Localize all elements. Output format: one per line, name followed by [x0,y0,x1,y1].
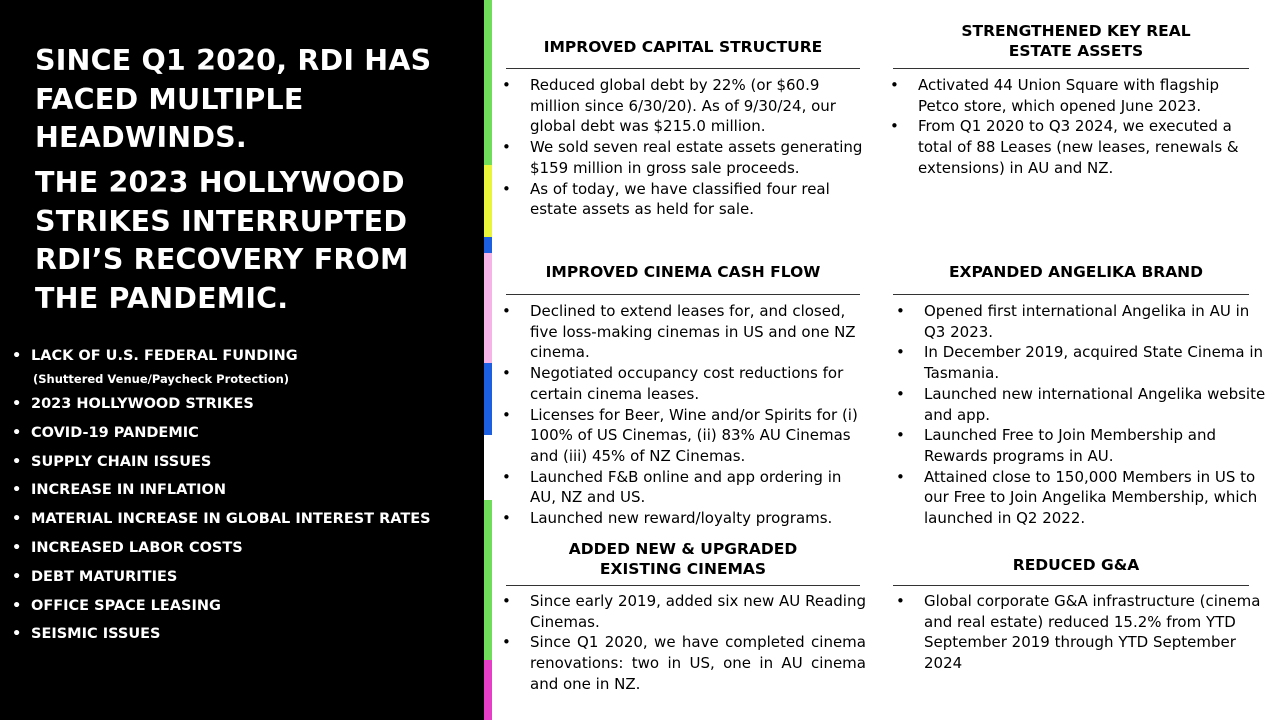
stripe-segment [484,0,492,165]
stripe-segment [484,363,492,435]
bullet-item: • Attained close to 150,000 Members in US to our Free to Join Angelika Membership, which launched in Q2 2022. [894,467,1266,529]
stripe-segment [484,500,492,660]
section-divider [506,585,860,586]
bullet-icon: • [12,425,22,441]
bullet-item: • Licenses for Beer, Wine and/or Spirits for (i) 100% of US Cinemas, (ii) 83% AU Cinemas and (iii) 45% of NZ Cinemas. [500,405,870,467]
headline-headwinds: SINCE Q1 2020, RDI HAS FACED MULTIPLE HEADWINDS. [35,44,432,154]
ga-bullets [894,591,1268,674]
section-title-cinema-cash: IMPROVED CINEMA CASH FLOW [545,263,821,281]
section-divider [893,294,1249,295]
section-title-ga: REDUCED G&A [1012,556,1140,574]
section-divider [506,294,860,295]
bullet-icon: • [12,511,22,527]
angelika-bullets [894,301,1266,529]
color-stripe [484,0,492,720]
section-title-new-cinemas: ADDED NEW & UPGRADED EXISTING CINEMAS [568,540,798,578]
bullet-item: • Since early 2019, added six new AU Reading Cinemas. [500,591,866,632]
section-divider [506,68,860,69]
bullet-item: • Declined to extend leases for, and closed, five loss-making cinemas in US and one NZ cinema. [500,301,870,363]
stripe-segment [484,165,492,237]
bullet-icon: • [12,348,22,364]
capital-bullets [500,75,870,220]
bullet-icon: • [12,569,22,585]
bullet-icon: • [12,396,22,412]
bullet-item: • Launched Free to Join Membership and Rewards programs in AU. [894,425,1266,466]
section-title-capital: IMPROVED CAPITAL STRUCTURE [543,38,823,56]
bullet-icon: • [12,540,22,556]
section-title-real-estate: STRENGTHENED KEY REAL ESTATE ASSETS [961,22,1191,60]
section-divider [893,585,1249,586]
section-divider [893,68,1249,69]
bullet-item: • Launched new reward/loyalty programs. [500,508,870,529]
bullet-item: • Since Q1 2020, we have completed cinema renovations: two in US, one in AU cinema and one in NZ. [500,632,866,694]
stripe-segment [484,660,492,720]
section-title-angelika: EXPANDED ANGELIKA BRAND [948,263,1204,281]
stripe-segment [484,253,492,363]
bullet-item: • Launched new international Angelika website and app. [894,384,1266,425]
bullet-icon: • [12,454,22,470]
bullet-item: • Negotiated occupancy cost reductions for certain cinema leases. [500,363,870,404]
stripe-segment [484,435,492,500]
bullet-icon: • [12,482,22,498]
bullet-icon: • [12,626,22,642]
bullet-item: • Opened first international Angelika in AU in Q3 2023. [894,301,1266,342]
bullet-item: • Global corporate G&A infrastructure (cinema and real estate) reduced 15.2% from YTD September 2019 through YTD September 2024 [894,591,1268,674]
bullet-item: • As of today, we have classified four real estate assets as held for sale. [500,179,870,220]
left-panel: SINCE Q1 2020, RDI HAS FACED MULTIPLE HEADWINDS. THE 2023 HOLLYWOOD STRIKES INTERRUPTED RDI’S RECOVERY FROM THE PANDEMIC. • LACK OF U.S. FEDERAL FUNDING (Shuttered Venue/Paycheck Protection) • 2023 HOLLYWOOD STRIKES • COVID-19 PANDEMIC • SUPPLY CHAIN ISSUES • INCREASE IN INFLATION • MATERIAL INCREASE IN GLOBAL INTEREST RATES • INCREASED LABOR COSTS • DEBT MATURITIES • OFFICE SPACE LEASING • SEISMIC ISSUES [0,0,484,720]
cinema-cash-bullets [500,301,870,529]
bullet-icon: • [12,598,22,614]
real-estate-bullets [888,75,1260,179]
bullet-item: • Launched F&B online and app ordering in AU, NZ and US. [500,467,870,508]
headline-strikes: THE 2023 HOLLYWOOD STRIKES INTERRUPTED RDI’S RECOVERY FROM THE PANDEMIC. [35,166,409,315]
new-cinemas-bullets [500,591,866,695]
stripe-segment [484,237,492,253]
headwind-subtext: (Shuttered Venue/Paycheck Protection) [33,372,290,386]
bullet-item: • In December 2019, acquired State Cinema in Tasmania. [894,342,1266,383]
bullet-item: • From Q1 2020 to Q3 2024, we executed a total of 88 Leases (new leases, renewals & extensions) in AU and NZ. [888,116,1260,178]
bullet-item: • Activated 44 Union Square with flagship Petco store, which opened June 2023. [888,75,1260,116]
bullet-item: • Reduced global debt by 22% (or $60.9 million since 6/30/20). As of 9/30/24, our global debt was $215.0 million. [500,75,870,137]
bullet-item: • We sold seven real estate assets generating $159 million in gross sale proceeds. [500,137,870,178]
